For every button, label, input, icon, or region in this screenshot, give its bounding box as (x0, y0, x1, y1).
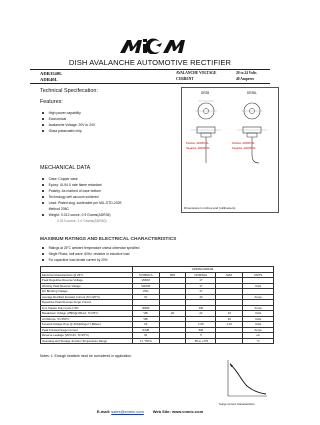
table-cell: Amps (243, 305, 274, 311)
table-row-label: DC Blocking Voltage (41, 289, 133, 295)
spec-label-voltage: AVALANCHE VOLTAGE (176, 71, 217, 75)
polarity-right-negative: Negative: ADR35-XL (232, 147, 256, 150)
mechanical-item-cont: Method 208C (48, 207, 69, 211)
part-number-2: ADR40L (40, 77, 58, 82)
table-row-label: 1ms Square Duty Cycle 1.5% (41, 305, 133, 311)
table-row-label: Reverse Leakage (VR=14V, Tc=25°C) (41, 333, 133, 339)
dimensions-note: Dimensions in inches and (millimeters) (184, 206, 236, 210)
table-row-label: At 60Amps, Tc=150°C (41, 316, 133, 322)
mechanical-item: Polarity: As marked of case bottom (42, 189, 101, 193)
mechanical-item-cont: 0.013 ounce, 1.0 Grams(ADR40) (57, 219, 107, 223)
table-cell: 17 (186, 278, 216, 284)
table-cell: 500 (186, 327, 216, 333)
table-row (41, 338, 274, 344)
rating-note: Single Phase, half wave, 60Hz, resistive or inductive load (42, 252, 129, 256)
table-cell (216, 338, 243, 344)
header-rule (30, 83, 270, 84)
table-row-label: Repetitive Peak Reverse Surge Current (41, 300, 133, 306)
table-group-header: ADR35L/ADR40L (132, 267, 273, 273)
table-cell: Amps (243, 327, 274, 333)
table-cell: Volts (243, 311, 274, 317)
table-cell: 17 (186, 283, 216, 289)
feature-item: Avalanche Voltage: 20V to 24V (42, 123, 95, 127)
ratings-heading: MAXIMUM RATINGS AND ELECTRICAL CHARACTERISTICS (40, 237, 177, 242)
feature-item: Economical (42, 117, 66, 121)
table-cell: VRRM (132, 278, 159, 284)
spec-label-current: CURRENT (176, 77, 194, 81)
surge-curve-chart (225, 358, 269, 400)
table-cell: VBr (132, 316, 159, 322)
table-cell: IO (132, 294, 159, 300)
table-cell: VF (132, 322, 159, 328)
email-label: E-mail: (96, 409, 112, 414)
table-header-cell: MAX (216, 272, 243, 278)
table-row-label: Breakdown Voltage (VBR)@100mA, Tc=25°C (41, 311, 133, 317)
table-row-label: Forward Voltage Drop @ 40A(Range=7.8Msec) (41, 322, 133, 328)
email-link[interactable]: sales@cnmic.com (111, 409, 144, 414)
technical-heading: Technical Specifecation: (40, 88, 98, 94)
spec-value-voltage: 20 to 24 Volts (236, 71, 257, 75)
title-rule (30, 69, 270, 70)
table-cell: 30 (216, 316, 243, 322)
table-cell: 20 (159, 311, 186, 317)
mechanical-item: Technology:cell vacuum soldered (42, 195, 99, 199)
brand-logo (118, 38, 188, 54)
table-cell: 1.05 (186, 322, 216, 328)
diagram-label-right: DR35L (247, 91, 257, 95)
table-cell: VDC (132, 289, 159, 295)
table-cell: 100 (186, 305, 216, 311)
website-link[interactable]: www.cnmic.com (171, 409, 204, 414)
table-row-label: Working Peak Reverse Voltage (41, 283, 133, 289)
curve-caption: Surge current characteristics (219, 402, 255, 406)
mechanical-item: Lead: Plated slug, solderable per MIL-STD-202E (42, 201, 122, 205)
table-header-cell: NOMINAL (186, 272, 216, 278)
table-header-cell: UNITS (243, 272, 274, 278)
table-header-cell: MIN (159, 272, 186, 278)
polarity-left-negative: Negative: ADR35-XL (186, 147, 210, 150)
ratings-table (40, 266, 274, 344)
mechanical-heading: MECHANICAL DATA (40, 165, 91, 171)
web-label: Web Site: (152, 409, 172, 414)
table-cell: -65 to +175 (186, 338, 216, 344)
table-cell: 5 (186, 333, 216, 339)
feature-item: Glass passivated chip (42, 129, 82, 133)
table-cell: 40 (186, 294, 216, 300)
table-cell: IRRM (132, 305, 159, 311)
table-cell: Volts (243, 322, 274, 328)
table-row-label: Peak Repetitive Reverse Voltage (41, 278, 133, 284)
rating-note: For capacitive load derate current by 20% (42, 258, 108, 262)
table-cell: 22 (186, 311, 216, 317)
polarity-left-positive: Positive: ADR35-XL (186, 142, 209, 145)
table-cell: 17 (186, 289, 216, 295)
rating-note: Ratings at 25°C ambient temperature unless otherwise specified (42, 246, 139, 250)
table-header-cell: SYMBOLS (132, 272, 159, 278)
table-cell: TJ, TSTG (132, 338, 159, 344)
notes-text: Notes: 1. Enough heatsink must be considered in application. (40, 354, 132, 358)
features-heading: Features: (40, 99, 63, 105)
table-header-cell: Electrical Characteristics @ 25°C (41, 272, 133, 278)
table-cell (159, 338, 186, 344)
table-cell: °C (243, 338, 274, 344)
table-cell: 1.10 (216, 322, 243, 328)
table-cell: uA (243, 333, 274, 339)
table-row-label: Operating and Storage Junction Temperature Range (41, 338, 133, 344)
document-title: DISH AVALANCHE AUTOMOTIVE RECTIFIER (68, 58, 232, 67)
table-cell: IFSM (132, 327, 159, 333)
table-cell: Volts (243, 316, 274, 322)
table-cell: VRWM (132, 283, 159, 289)
table-cell: 24 (216, 311, 243, 317)
polarity-right-positive: Positive: ADR35-XL (232, 142, 255, 145)
part-number-1: ADR3540L (40, 71, 63, 76)
mechanical-item: Weight: 0.012 ounce, 0.9 Grams(ADR35) (42, 213, 111, 217)
table-cell: IR (132, 333, 159, 339)
table-cell: Volts (243, 283, 274, 289)
table-cell: Amps (243, 294, 274, 300)
table-row-label: Peak Forward Surge Current (41, 327, 133, 333)
diagram-label-left: DR35 (201, 91, 210, 95)
mechanical-item: Case: Copper case (42, 177, 78, 181)
feature-item: High power capability (42, 111, 81, 115)
footer (0, 409, 300, 414)
spec-value-current: 40 Amperes (236, 77, 254, 81)
mechanical-item: Epoxy: UL94-0 rate flame retardant (42, 183, 102, 187)
table-cell: VBr (132, 311, 159, 317)
table-row-label: Average Rectified Forward Current (Tc=125°C) (41, 294, 133, 300)
